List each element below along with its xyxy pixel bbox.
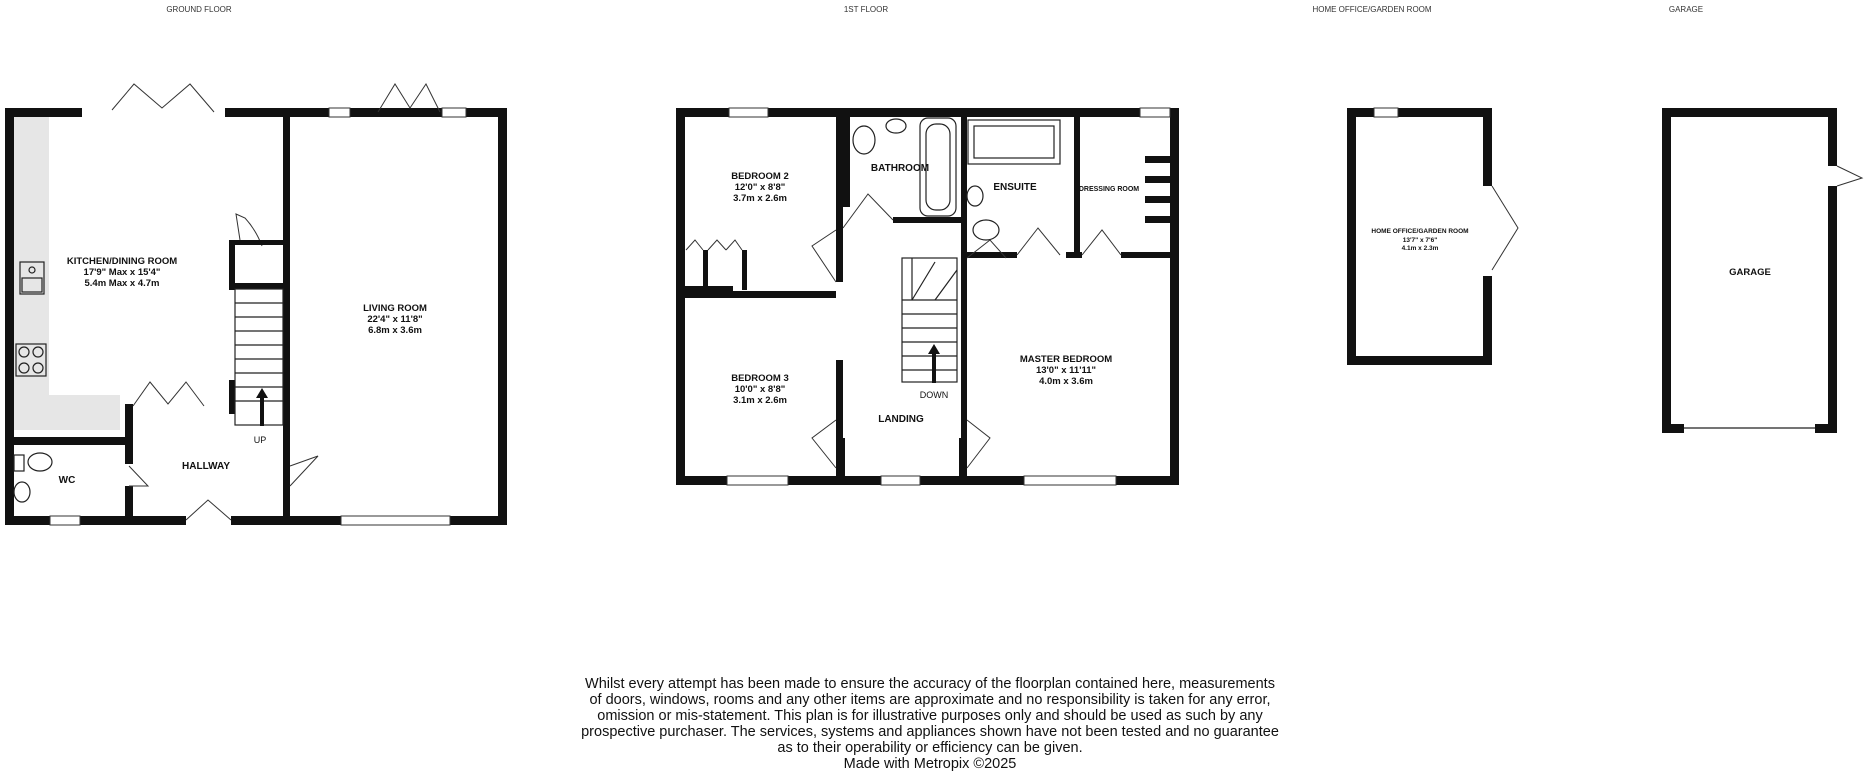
- living-label: LIVING ROOM: [363, 303, 427, 314]
- bedroom2-label: BEDROOM 2: [731, 171, 789, 182]
- master-bedroom-label: MASTER BEDROOM: [1019, 354, 1113, 365]
- bedroom3-metric: 3.1m x 2.6m: [733, 395, 787, 406]
- bedroom2-metric: 3.7m x 2.6m: [733, 193, 787, 204]
- garage-label: GARAGE: [1729, 267, 1771, 278]
- dressing-room-label: DRESSING ROOM: [1078, 186, 1140, 193]
- disclaimer-line-6: Made with Metropix ©2025: [843, 756, 1017, 772]
- disclaimer-line-4: prospective purchaser. The services, systems and appliances shown have not been tested and no guarantee: [581, 724, 1279, 740]
- garage-header: GARAGE: [1668, 5, 1704, 14]
- living-metric: 6.8m x 3.6m: [368, 325, 422, 336]
- first-floor-stairs: [902, 258, 957, 382]
- landing-label: LANDING: [878, 414, 924, 425]
- bathroom-label: BATHROOM: [870, 163, 930, 174]
- toilet-icon: [853, 126, 875, 154]
- bedroom3-label: BEDROOM 3: [731, 373, 789, 384]
- ensuite-label: ENSUITE: [993, 182, 1037, 193]
- first-floor-plan: [676, 108, 1179, 485]
- disclaimer-line-3: omission or mis-statement. This plan is for illustrative purposes only and should be used as such by any: [597, 708, 1263, 724]
- office-header: HOME OFFICE/GARDEN ROOM: [1312, 5, 1432, 14]
- basin-icon: [886, 119, 906, 133]
- hallway-label: HALLWAY: [182, 461, 230, 472]
- stairs-down-label: DOWN: [919, 390, 949, 400]
- toilet-icon: [28, 453, 52, 471]
- disclaimer-line-1: Whilst every attempt has been made to ensure the accuracy of the floorplan contained here, measurements: [585, 676, 1275, 692]
- kitchen-imperial: 17'9" Max x 15'4": [83, 267, 161, 278]
- living-imperial: 22'4" x 11'8": [367, 314, 423, 325]
- office-plan: [1347, 108, 1518, 365]
- kitchen-worktop-bottom: [14, 395, 120, 430]
- master-bedroom-metric: 4.0m x 3.6m: [1039, 376, 1093, 387]
- disclaimer-line-2: of doors, windows, rooms and any other items are approximate and no responsibility is taken for any error,: [589, 692, 1271, 708]
- ensuite-toilet-icon: [973, 220, 999, 240]
- bedroom3-imperial: 10'0" x 8'8": [734, 384, 786, 395]
- master-bedroom-imperial: 13'0" x 11'11": [1035, 365, 1097, 376]
- disclaimer-line-5: as to their operability or efficiency can be given.: [777, 740, 1083, 756]
- wc-label: WC: [58, 475, 76, 486]
- first-floor-header: 1ST FLOOR: [843, 5, 889, 14]
- office-imperial: 13'7" x 7'6": [1402, 237, 1438, 244]
- garage-plan: [1662, 108, 1862, 433]
- ground-floor-header: GROUND FLOOR: [166, 5, 232, 14]
- ground-stairs: [235, 289, 283, 425]
- disclaimer: [560, 676, 1300, 772]
- kitchen-label: KITCHEN/DINING ROOM: [66, 256, 178, 267]
- basin-icon: [14, 482, 30, 502]
- bedroom2-imperial: 12'0" x 8'8": [734, 182, 786, 193]
- stairs-up-label: UP: [253, 435, 267, 445]
- ground-floor-plan: [5, 84, 507, 525]
- office-metric: 4.1m x 2.3m: [1401, 245, 1439, 252]
- office-label: HOME OFFICE/GARDEN ROOM: [1371, 228, 1469, 235]
- kitchen-metric: 5.4m Max x 4.7m: [84, 278, 160, 289]
- ensuite-basin-icon: [967, 186, 983, 206]
